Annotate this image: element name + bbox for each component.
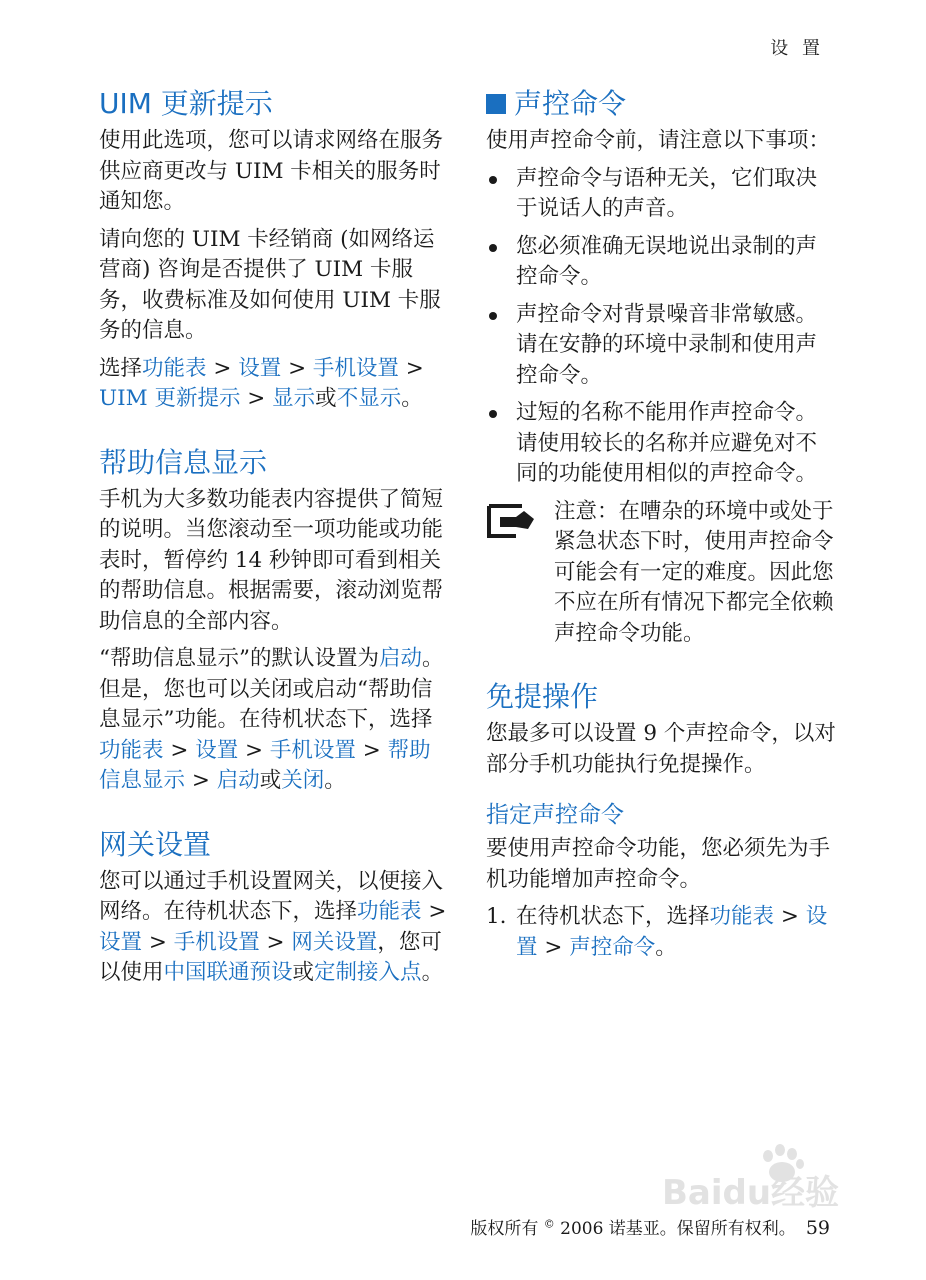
path-sep: >	[163, 737, 196, 763]
heading-help-display: 帮助信息显示	[99, 445, 268, 479]
text: “帮助信息显示”的默认设置为	[99, 646, 379, 671]
step-1	[486, 902, 836, 963]
text-or: 或	[315, 386, 337, 411]
note-box	[486, 497, 836, 650]
link-hide[interactable]: 不显示	[336, 386, 402, 411]
voice-intro: 使用声控命令前，请注意以下事项：	[486, 128, 831, 153]
text: 。但是，您也可以关闭或启动“帮助信息显示”功能。在待机状态下，选择	[99, 646, 444, 732]
help-paragraph-2	[99, 644, 449, 797]
list-item: 过短的名称不能用作声控命令。请使用较长的名称并应避免对不同的功能使用相似的声控命令。	[486, 398, 836, 490]
watermark-text: Baidu经验	[662, 1173, 840, 1213]
link-show[interactable]: 显示	[272, 386, 316, 411]
path-sep: >	[355, 737, 388, 763]
section-uim-update	[99, 84, 449, 415]
link-settings[interactable]: 设置	[99, 929, 143, 955]
text-end: 。	[421, 960, 444, 985]
link-settings[interactable]: 设置	[516, 904, 828, 960]
copyright-text: 版权所有	[470, 1219, 544, 1239]
path-sep: >	[281, 355, 313, 381]
note-text	[554, 497, 836, 650]
uim-paragraph-2: 请向您的 UIM 卡经销商 (如网络运营商) 咨询是否提供了 UIM 卡服务，收费标准及如何使用 UIM 卡服务的信息。	[99, 226, 441, 343]
steps-list	[486, 902, 836, 963]
heading-gateway: 网关设置	[99, 827, 212, 861]
link-custom-access-point[interactable]: 定制接入点	[314, 960, 422, 985]
heading-text: 声控命令	[514, 87, 627, 120]
link-settings[interactable]: 设置	[238, 355, 282, 381]
page-footer	[470, 1214, 830, 1239]
voice-notes-list	[486, 164, 836, 490]
text: ，您可以使用	[99, 929, 442, 985]
text-end: 。	[401, 386, 423, 411]
text-or: 或	[292, 960, 315, 985]
text-end: 。	[324, 768, 346, 793]
page-number: 59	[805, 1217, 830, 1239]
list-item: 声控命令与语种无关，它们取决于说话人的声音。	[486, 164, 836, 225]
path-sep: >	[142, 929, 174, 955]
path-sep: >	[259, 929, 292, 955]
text-select: 选择	[99, 355, 143, 381]
path-sep: >	[240, 386, 273, 411]
handsfree-paragraph: 您最多可以设置 9 个声控命令，以对部分手机功能执行免提操作。	[486, 721, 836, 777]
uim-paragraph-1: 使用此选项，您可以请求网络在服务供应商更改与 UIM 卡相关的服务时通知您。	[99, 128, 444, 214]
link-off[interactable]: 关闭	[281, 768, 325, 793]
list-item: 您必须准确无误地说出录制的声控命令。	[486, 232, 836, 293]
help-paragraph-1: 手机为大多数功能表内容提供了简短的说明。当您滚动至一项功能或功能表时，暂停约 14 秒钟即可看到相关的帮助信息。根据需要，滚动浏览帮助信息的全部内容。	[99, 486, 444, 634]
link-on[interactable]: 启动	[378, 646, 422, 671]
heading-uim-update: UIM 更新提示	[99, 87, 273, 120]
section-help-display	[99, 443, 449, 797]
heading-voice-commands	[486, 84, 836, 124]
path-sep: >	[537, 934, 570, 960]
assign-paragraph: 要使用声控命令功能，您必须先为手机功能增加声控命令。	[486, 836, 831, 892]
section-voice-commands	[486, 84, 836, 649]
link-menu[interactable]: 功能表	[142, 355, 207, 381]
text-end: 。	[655, 934, 677, 960]
copyright-text: 2006 诺基亚。保留所有权利。	[554, 1219, 796, 1239]
gateway-paragraph	[99, 867, 449, 989]
square-bullet-icon	[486, 94, 506, 114]
text: 您可以通过手机设置网关，以便接入网络。在待机状态下，选择	[99, 868, 444, 924]
path-sep: >	[238, 737, 270, 763]
link-unicom-preset[interactable]: 中国联通预设	[163, 960, 293, 985]
text: 在待机状态下，选择	[516, 904, 710, 929]
note-body: 在嘈杂的环境中或处于紧急状态下时，使用声控命令可能会有一定的难度。因此您不应在所有情况下都完全依赖声控命令功能。	[554, 498, 834, 646]
right-column	[486, 84, 836, 963]
heading-handsfree: 免提操作	[486, 680, 599, 713]
section-assign-voice	[486, 798, 836, 963]
link-phone-settings[interactable]: 手机设置	[269, 737, 356, 763]
link-menu[interactable]: 功能表	[357, 899, 422, 924]
section-handsfree	[486, 677, 836, 780]
uim-menu-path	[99, 354, 449, 415]
baidu-watermark-logo	[662, 1142, 862, 1214]
link-menu[interactable]: 功能表	[709, 904, 775, 929]
link-phone-settings[interactable]: 手机设置	[312, 355, 399, 381]
path-sep: >	[421, 899, 447, 924]
path-sep: >	[185, 768, 217, 793]
link-settings[interactable]: 设置	[195, 737, 239, 763]
step-number: 1.	[486, 904, 507, 929]
running-header: 设 置	[770, 38, 824, 59]
text-or: 或	[259, 768, 282, 793]
link-uim-update[interactable]: UIM 更新提示	[99, 386, 241, 411]
path-sep: >	[398, 355, 424, 381]
heading-assign-voice: 指定声控命令	[486, 802, 624, 828]
note-icon	[486, 503, 536, 539]
path-sep: >	[206, 355, 239, 381]
path-sep: >	[774, 904, 806, 929]
link-menu[interactable]: 功能表	[99, 737, 164, 763]
link-on[interactable]: 启动	[216, 768, 260, 793]
link-phone-settings[interactable]: 手机设置	[173, 929, 260, 955]
note-label: 注意：	[554, 498, 619, 524]
copyright-symbol: ©	[543, 1217, 555, 1231]
left-column	[99, 84, 449, 989]
link-gateway-settings[interactable]: 网关设置	[291, 929, 378, 955]
section-gateway	[99, 825, 449, 989]
link-help-display[interactable]: 帮助信息显示	[99, 737, 431, 793]
list-item: 声控命令对背景噪音非常敏感。请在安静的环境中录制和使用声控命令。	[486, 300, 836, 392]
link-voice-commands[interactable]: 声控命令	[569, 934, 656, 960]
